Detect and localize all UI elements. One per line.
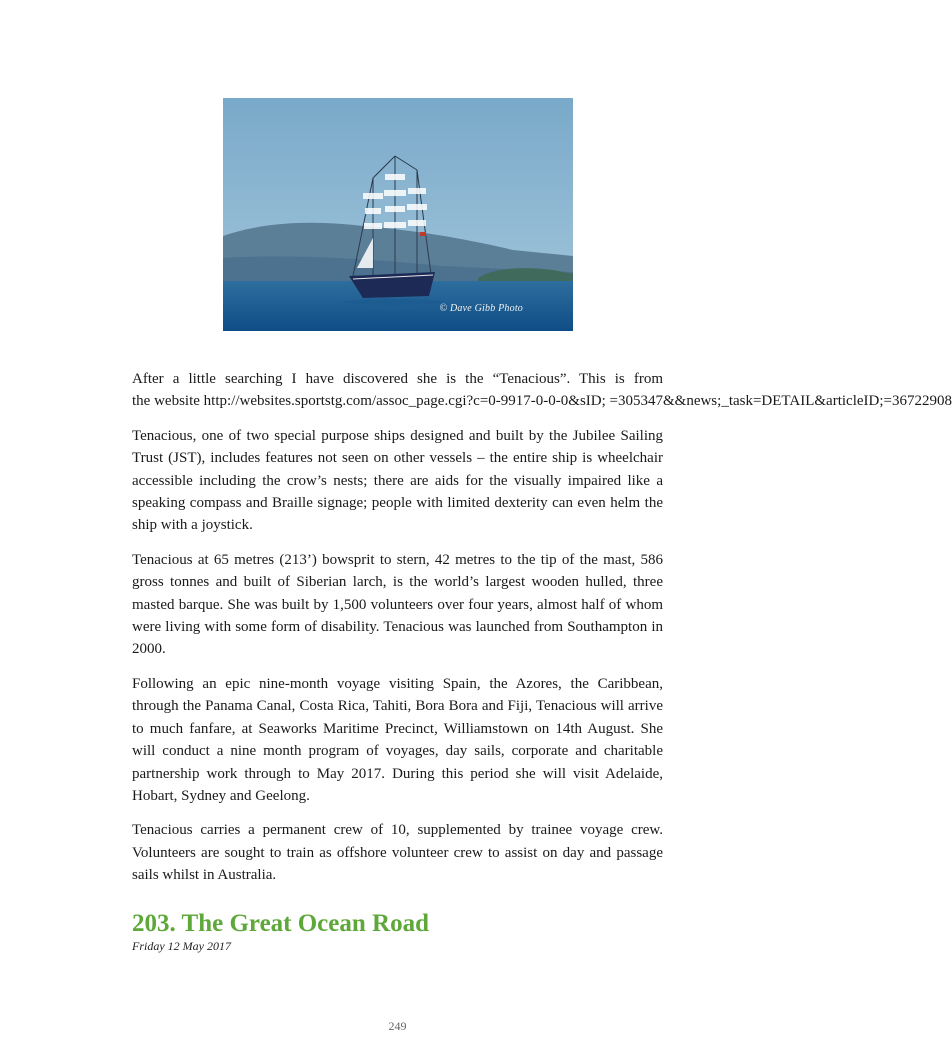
paragraph-source-line1: After a little searching I have discovered she is the “Tenacious”. This is from: [132, 371, 663, 387]
paragraph-source: [132, 368, 952, 413]
paragraph-voyage: Following an epic nine-month voyage visiting Spain, the Azores, the Caribbean, through the Panama Canal, Costa Rica, Tahiti, Bora Bora and Fiji, Tenacious will arrive to much fanfare, at Seaworks Maritime Precinct, Williamstown on 14th August. She will conduct a nine month program of voyages, day sails, corporate and charitable partnership work through to May 2017. During this period she will visit Adelaide, Hobart, Sydney and Geelong.: [132, 675, 663, 804]
source-url-line: the website http://websites.sportstg.com/assoc_page.cgi?c=0-9917-0-0-0&sID; =305347&&news;_task=DETAIL&articleID;=36722908: [132, 393, 952, 410]
ship-photo-illustration: [223, 98, 573, 331]
section-heading: 203. The Great Ocean Road: [132, 909, 429, 937]
tall-ship-photo: [223, 98, 573, 331]
photo-credit: © Dave Gibb Photo: [439, 303, 523, 314]
article-content: [132, 368, 952, 953]
page-number: 249: [388, 1019, 407, 1033]
paragraph-features: Tenacious, one of two special purpose ships designed and built by the Jubilee Sailing Trust (JST), includes features not seen on other vessels – the entire ship is wheelchair accessible including the crow’s nests; there are aids for the visually impaired like a speaking compass and Braille signage; people with limited dexterity can even helm the ship with a joystick.: [132, 427, 663, 534]
section-date: Friday 12 May 2017: [132, 938, 231, 953]
paragraph-specs: Tenacious at 65 metres (213’) bowsprit to stern, 42 metres to the tip of the mast, 586 gross tonnes and built of Siberian larch, is the world’s largest wooden hulled, three masted barque. She was built by 1,500 volunteers over four years, almost half of whom were living with some form of disability. Tenacious was launched from Southampton in 2000.: [132, 551, 663, 658]
paragraph-crew: Tenacious carries a permanent crew of 10, supplemented by trainee voyage crew. Volunteers are sought to train as offshore volunteer crew to assist on day and passage sails whilst in Australia.: [132, 822, 663, 884]
